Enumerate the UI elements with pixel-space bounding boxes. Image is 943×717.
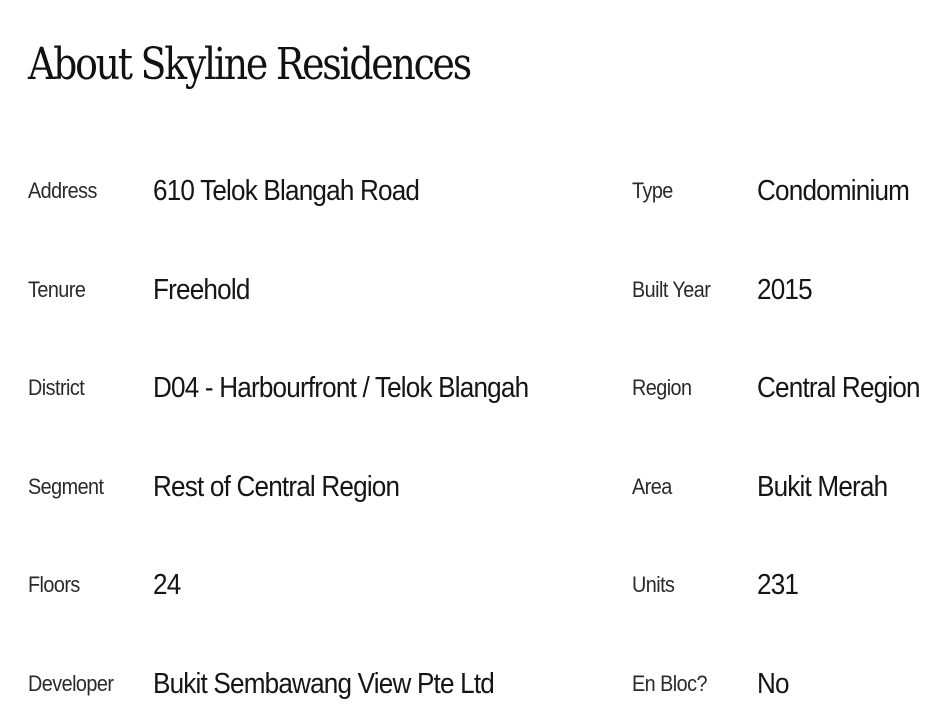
address-value: 610 Telok Blangah Road: [153, 174, 420, 207]
floors-label: Floors: [28, 572, 80, 597]
district-label: District: [28, 375, 85, 400]
developer-label: Developer: [28, 671, 114, 696]
segment-label: Segment: [28, 474, 104, 499]
tenure-value: Freehold: [153, 273, 250, 306]
area-value: Bukit Merah: [757, 470, 888, 503]
address-label: Address: [28, 178, 97, 203]
area-label: Area: [632, 474, 672, 499]
type-label: Type: [632, 178, 673, 203]
units-value: 231: [757, 568, 799, 601]
floors-value: 24: [153, 568, 181, 601]
details-row-address-type: [0, 171, 943, 211]
details-row-district-region: [0, 368, 943, 408]
type-value: Condominium: [757, 174, 910, 207]
developer-value: Bukit Sembawang View Pte Ltd: [153, 667, 495, 700]
segment-value: Rest of Central Region: [153, 470, 400, 503]
units-label: Units: [632, 572, 675, 597]
en-bloc-value: No: [757, 667, 789, 700]
tenure-label: Tenure: [28, 277, 86, 302]
page-title: About Skyline Residences: [28, 39, 470, 90]
details-row-floors-units: [0, 565, 943, 605]
details-row-segment-area: [0, 467, 943, 507]
details-row-tenure-built-year: [0, 270, 943, 310]
built-year-label: Built Year: [632, 277, 711, 302]
en-bloc-label: En Bloc?: [632, 671, 707, 696]
region-value: Central Region: [757, 371, 920, 404]
district-value: D04 - Harbourfront / Telok Blangah: [153, 371, 529, 404]
details-row-developer-en-bloc: [0, 664, 943, 704]
region-label: Region: [632, 375, 692, 400]
built-year-value: 2015: [757, 273, 812, 306]
